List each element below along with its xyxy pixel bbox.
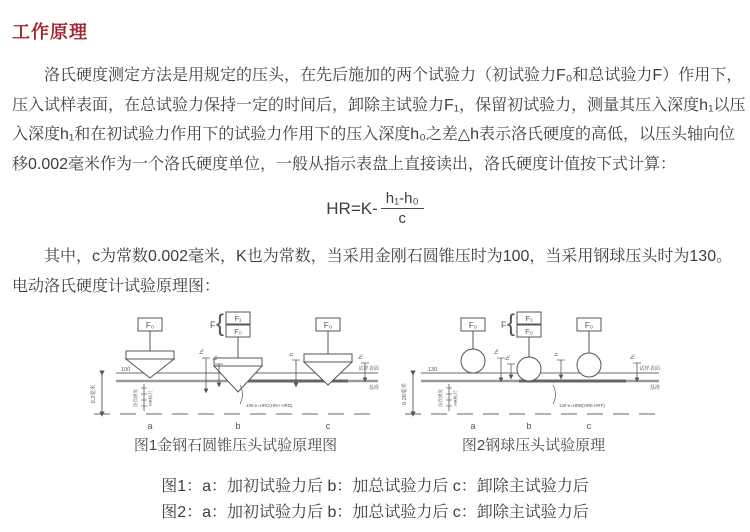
- depth-label-h1b: h₁: [358, 354, 364, 359]
- fig2-caption: 图2钢球压头试验原理: [461, 437, 606, 454]
- cone-indenter-a: [126, 351, 174, 378]
- ball-indenter-b: [517, 357, 541, 381]
- point-c-label: c: [325, 421, 331, 431]
- force-label-b0: F₀: [525, 327, 533, 336]
- datum-label: 基准: [368, 385, 379, 391]
- depth-label-h1: h₁: [213, 355, 219, 360]
- formula-fraction: [381, 190, 424, 227]
- brace-glyph: {: [507, 310, 516, 337]
- datum-label: 基准: [649, 385, 660, 391]
- force-label-b0: F₀: [234, 327, 242, 336]
- figure-captions: [88, 434, 750, 455]
- dim-label-0_26mm: 0.26毫米: [402, 383, 408, 405]
- hardness-annotation: 130-e=HRB(HRE·HRF): [559, 403, 605, 408]
- ball-indenter-c: [577, 353, 601, 377]
- principle-diagrams: [88, 308, 750, 433]
- formula-numerator: h₁-h₀: [381, 190, 424, 209]
- scale-text-2: HR标尺: [148, 390, 153, 406]
- paragraph-line: 移0.002毫米作为一个洛氏硬度单位，一般从指示表盘上直接读出，洛氏硬度计值按下式计算：: [12, 155, 677, 173]
- paragraph-line: 入深度h₁和在初试验力作用下的试验力作用下的压入深度h₀之差△h表示洛氏硬度的高低，以压头轴向位: [12, 126, 736, 143]
- scale-text-1: 洛氏硬度: [438, 389, 443, 407]
- point-a-label: a: [470, 421, 476, 431]
- fig1-caption: 图1金钢石圆锥压头试验原理图: [133, 437, 338, 454]
- force-label-a: F₀: [145, 321, 155, 330]
- force-label-a: F₀: [468, 321, 478, 330]
- section-title: 工作原理: [12, 22, 88, 42]
- force-label-b-total: F: [501, 320, 507, 330]
- point-b-label: b: [526, 421, 532, 431]
- hardness-formula: [0, 190, 750, 227]
- point-b-label: b: [235, 421, 241, 431]
- formula-lhs: HR=K-: [326, 198, 378, 218]
- legend-line-1: 图1：a：加初试验力后 b：加总试验力后 c：卸除主试验力后: [161, 478, 589, 495]
- figure-legend: [0, 474, 750, 525]
- paragraph-line: 压入试样表面，在总试验力保持一定的时间后，卸除主试验力F₁，保留初试验力，测量其压入深度h₁以压: [12, 96, 746, 114]
- force-label-b1: F₁: [234, 314, 242, 323]
- cone-indenter-b: [214, 358, 262, 392]
- force-label-c: F₀: [584, 321, 594, 330]
- fig2-ball-indenter-diagram: [401, 308, 666, 433]
- paragraph-constants: [12, 242, 740, 301]
- scale-130-label: 130: [428, 367, 438, 373]
- dim-label-0_2mm: 0.2毫米: [91, 384, 97, 404]
- force-label-c: F₀: [323, 321, 333, 330]
- ball-indenter-a: [461, 349, 485, 373]
- depth-label-h0: h₀: [199, 348, 205, 354]
- paragraph-line: 洛氏硬度测定方法是用规定的压头，在先后施加的两个试验力（初试验力F₀和总试验力F）作用下，: [12, 67, 743, 84]
- depth-label-h0: h₀: [494, 348, 500, 354]
- point-a-label: a: [147, 421, 153, 431]
- force-label-b-total: F: [210, 320, 216, 330]
- scale-text-2: HR标尺: [453, 390, 458, 406]
- surface-label: 试样表面: [358, 366, 379, 372]
- scale-text-1: 洛氏硬度: [133, 389, 138, 407]
- paragraph-principle: [12, 61, 746, 179]
- fig1-cone-indenter-diagram: [88, 308, 383, 433]
- depth-label-h: h: [554, 352, 560, 356]
- depth-label-h1: h₁: [505, 355, 511, 360]
- paragraph-line: 电动洛氏硬度计试验原理图：: [12, 277, 221, 295]
- depth-label-h1b: h₁: [630, 354, 636, 359]
- scale-100-label: 100: [121, 367, 131, 373]
- point-c-label: c: [586, 421, 592, 431]
- depth-label-h: h: [289, 352, 295, 356]
- legend-line-2: 图2：a：加初试验力后 b：加总试验力后 c：卸除主试验力后: [161, 503, 589, 521]
- hardness-annotation: 100-e=HRC(HRA·HRD): [246, 403, 293, 408]
- brace-glyph: {: [216, 310, 225, 337]
- surface-label: 试样表面: [639, 366, 660, 372]
- paragraph-line: 其中，c为常数0.002毫米，K也为常数，当采用金刚石圆锥压时为100，当采用钢球压头时为130。: [12, 248, 733, 265]
- force-label-b1: F₁: [525, 314, 533, 323]
- formula-denominator: c: [398, 210, 406, 227]
